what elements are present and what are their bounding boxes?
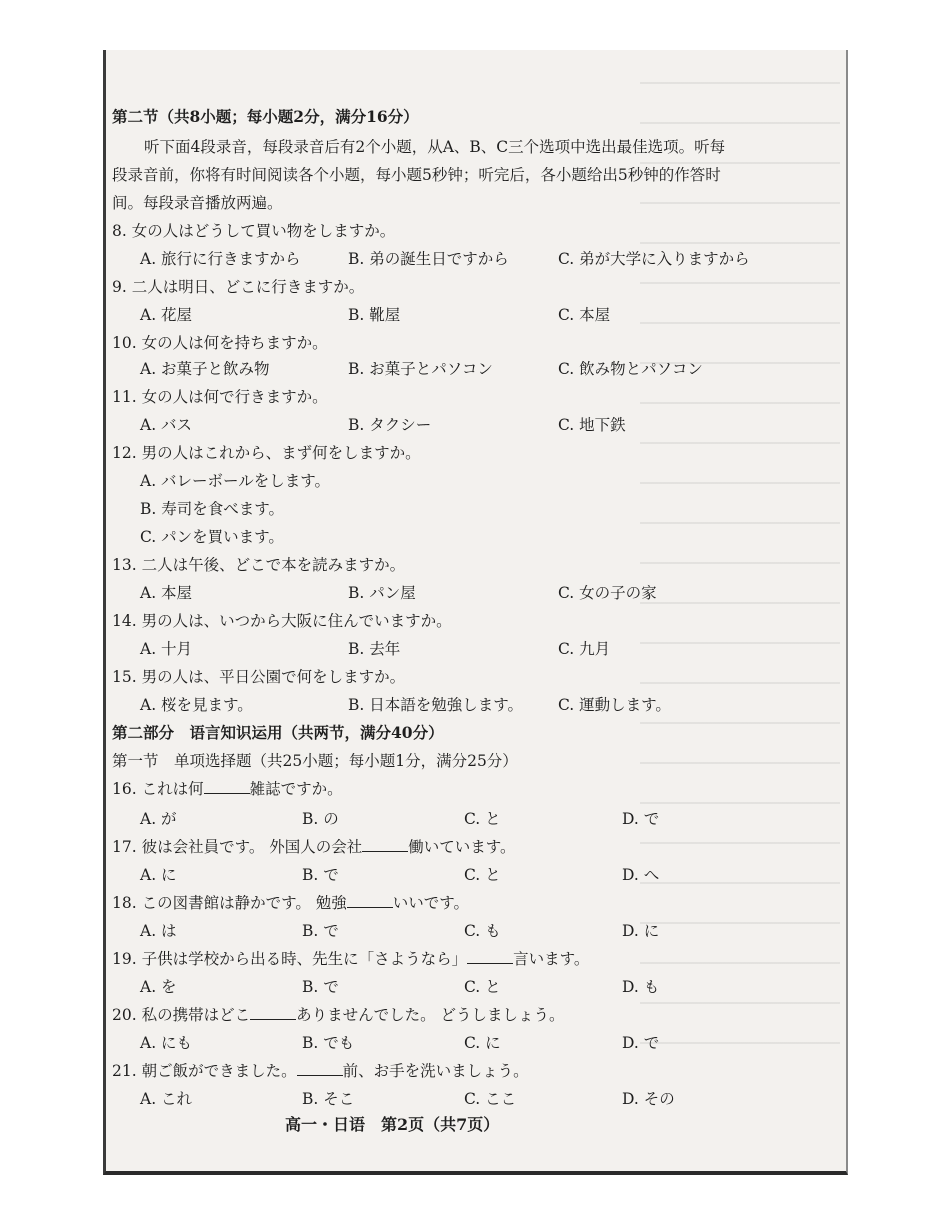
section2-heading: 第二节（共8小题；每小题2分，满分16分） — [112, 107, 419, 126]
question-19-text: 19. 子供は学校から出る時、先生に「さようなら」 — [112, 950, 468, 968]
answer-blank — [250, 1005, 296, 1020]
bleed-through-text — [640, 60, 840, 1070]
q16-option-a: A. が — [140, 810, 177, 828]
q10-option-b: B. お菓子とパソコン — [348, 360, 493, 378]
answer-blank — [204, 779, 250, 794]
q9-option-c: C. 本屋 — [558, 306, 611, 324]
q21-option-c: C. ここ — [464, 1090, 517, 1108]
question-13: 13. 二人は午後、どこで本を読みますか。 — [112, 556, 406, 574]
q21-option-d: D. その — [622, 1090, 675, 1108]
question-19-text-end: 言います。 — [513, 950, 590, 968]
q21-option-a: A. これ — [140, 1090, 193, 1108]
q9-option-b: B. 靴屋 — [348, 306, 401, 324]
q17-option-a: A. に — [140, 866, 177, 884]
q18-option-a: A. は — [140, 922, 177, 940]
question-16-text-end: 雑誌ですか。 — [249, 780, 343, 798]
q13-option-c: C. 女の子の家 — [558, 584, 657, 602]
q15-option-b: B. 日本語を勉強します。 — [348, 696, 524, 714]
q18-option-d: D. に — [622, 922, 660, 940]
part2-heading: 第二部分 语言知识运用（共两节，满分40分） — [112, 723, 444, 742]
question-18 — [112, 891, 469, 913]
q14-option-b: B. 去年 — [348, 640, 401, 658]
instruction-line-2: 段录音前，你将有时间阅读各个小题，每小题5秒钟；听完后，各小题给出5秒钟的作答时 — [112, 166, 721, 184]
question-16 — [112, 777, 343, 799]
question-20-text-end: ありませんでした。 どうしましょう。 — [296, 1006, 565, 1024]
question-11: 11. 女の人は何で行きますか。 — [112, 388, 328, 406]
q11-option-a: A. バス — [140, 416, 193, 434]
q15-option-a: A. 桜を見ます。 — [140, 696, 253, 714]
instruction-line-3: 间。每段录音播放两遍。 — [112, 194, 283, 212]
q14-option-c: C. 九月 — [558, 640, 611, 658]
q15-option-c: C. 運動します。 — [558, 696, 671, 714]
question-19 — [112, 947, 589, 969]
instruction-line-1: 听下面4段录音，每段录音后有2个小题，从A、B、C三个选项中选出最佳选项。听每 — [144, 138, 726, 156]
q8-option-b: B. 弟の誕生日ですから — [348, 250, 509, 268]
q20-option-d: D. で — [622, 1034, 660, 1052]
question-10: 10. 女の人は何を持ちますか。 — [112, 334, 328, 352]
q20-option-a: A. にも — [140, 1034, 193, 1052]
q13-option-a: A. 本屋 — [140, 584, 193, 602]
q9-option-a: A. 花屋 — [140, 306, 193, 324]
question-18-text: 18. この図書館は静かです。 勉強 — [112, 894, 347, 912]
q19-option-a: A. を — [140, 978, 177, 996]
question-17-text: 17. 彼は会社員です。 外国人の会社 — [112, 838, 363, 856]
q12-option-a: A. バレーボールをします。 — [140, 472, 330, 490]
q16-option-b: B. の — [302, 810, 339, 828]
page-footer: 高一・日语 第2页（共7页） — [285, 1115, 500, 1134]
q20-option-b: B. でも — [302, 1034, 355, 1052]
question-16-text: 16. これは何 — [112, 780, 204, 798]
q16-option-d: D. で — [622, 810, 660, 828]
question-21-text-end: 前、お手を洗いましょう。 — [342, 1062, 529, 1080]
q8-option-c: C. 弟が大学に入りますから — [558, 250, 750, 268]
q13-option-b: B. パン屋 — [348, 584, 416, 602]
question-8: 8. 女の人はどうして買い物をしますか。 — [112, 222, 396, 240]
q19-option-d: D. も — [622, 978, 660, 996]
q17-option-b: B. で — [302, 866, 339, 884]
question-20 — [112, 1003, 565, 1025]
q18-option-b: B. で — [302, 922, 339, 940]
q12-option-c: C. パンを買います。 — [140, 528, 284, 546]
question-9: 9. 二人は明日、どこに行きますか。 — [112, 278, 365, 296]
q19-option-b: B. で — [302, 978, 339, 996]
q21-option-b: B. そこ — [302, 1090, 355, 1108]
answer-blank — [347, 893, 393, 908]
answer-blank — [467, 949, 513, 964]
q10-option-c: C. 飲み物とパソコン — [558, 360, 703, 378]
question-12: 12. 男の人はこれから、まず何をしますか。 — [112, 444, 421, 462]
q17-option-c: C. と — [464, 866, 501, 884]
q16-option-c: C. と — [464, 810, 501, 828]
q20-option-c: C. に — [464, 1034, 501, 1052]
question-21-text: 21. 朝ご飯ができました。 — [112, 1062, 297, 1080]
q17-option-d: D. へ — [622, 866, 660, 884]
q18-option-c: C. も — [464, 922, 501, 940]
part2-section1-heading: 第一节 单项选择题（共25小题；每小题1分，满分25分） — [112, 752, 518, 770]
q11-option-c: C. 地下鉄 — [558, 416, 626, 434]
question-15: 15. 男の人は、平日公園で何をしますか。 — [112, 668, 406, 686]
question-20-text: 20. 私の携帯はどこ — [112, 1006, 251, 1024]
question-14: 14. 男の人は、いつから大阪に住んでいますか。 — [112, 612, 452, 630]
q8-option-a: A. 旅行に行きますから — [140, 250, 301, 268]
answer-blank — [297, 1061, 343, 1076]
q12-option-b: B. 寿司を食べます。 — [140, 500, 285, 518]
question-17-text-end: 働いています。 — [408, 838, 516, 856]
q14-option-a: A. 十月 — [140, 640, 193, 658]
q19-option-c: C. と — [464, 978, 501, 996]
question-17 — [112, 835, 516, 857]
question-18-text-end: いいです。 — [392, 894, 470, 912]
answer-blank — [362, 837, 408, 852]
question-21 — [112, 1059, 529, 1081]
q10-option-a: A. お菓子と飲み物 — [140, 360, 270, 378]
q11-option-b: B. タクシー — [348, 416, 432, 434]
